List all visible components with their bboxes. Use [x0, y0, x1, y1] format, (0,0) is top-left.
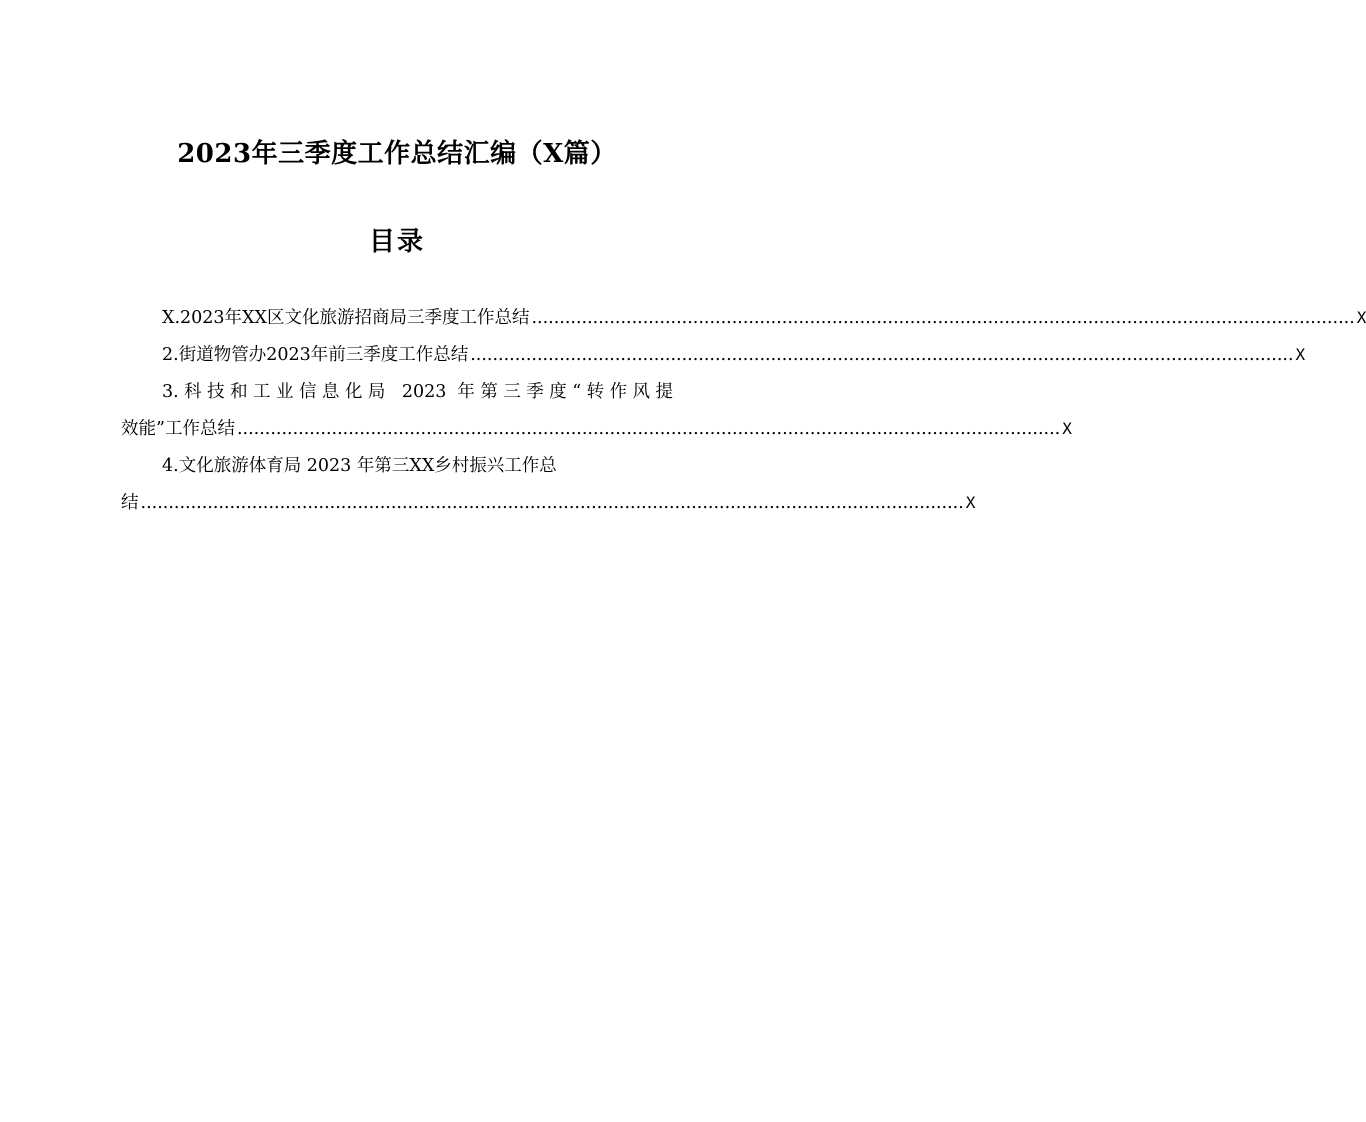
toc-entry-3-page: X: [1062, 419, 1072, 438]
toc-entry-4-page: X: [965, 493, 976, 512]
toc-entry-4-line-1[interactable]: [121, 452, 673, 489]
toc-entry-3-title-part-1: 3.科技和工业信息化局 2023 年第三季度“转作风提: [162, 382, 673, 402]
toc-entry-2-page: X: [1295, 345, 1306, 364]
toc-entry-3-line-2[interactable]: [121, 415, 1072, 452]
table-of-contents: [121, 304, 1366, 526]
toc-entry-1-title: X.2023年XX区文化旅游招商局三季度工作总结: [162, 308, 530, 328]
document-title: 2023年三季度工作总结汇编（X篇）: [177, 139, 617, 169]
toc-entry-2-leader: ....................................................................................................................................................: [470, 345, 1294, 365]
toc-entry-1-page: X: [1356, 308, 1366, 327]
toc-entry-4-title-part-1: 4.文化旅游体育局 2023 年第三XX乡村振兴工作总: [162, 456, 557, 476]
toc-entry-3-leader: ....................................................................................................................................................: [236, 419, 1061, 439]
toc-entry-4-line-2[interactable]: [121, 489, 976, 526]
toc-heading: 目录: [368, 227, 425, 257]
toc-entry-1-leader: ....................................................................................................................................................: [531, 308, 1355, 328]
toc-entry-1[interactable]: [121, 304, 1366, 341]
toc-entry-3-title-part-2: 效能”工作总结: [121, 419, 235, 439]
toc-entry-4-leader: ....................................................................................................................................................: [140, 493, 964, 513]
toc-entry-2[interactable]: [121, 341, 1306, 378]
toc-entry-3-line-1[interactable]: [121, 378, 673, 415]
toc-entry-4-title-part-2: 结: [121, 493, 139, 513]
toc-entry-2-title: 2.街道物管办2023年前三季度工作总结: [162, 345, 469, 365]
